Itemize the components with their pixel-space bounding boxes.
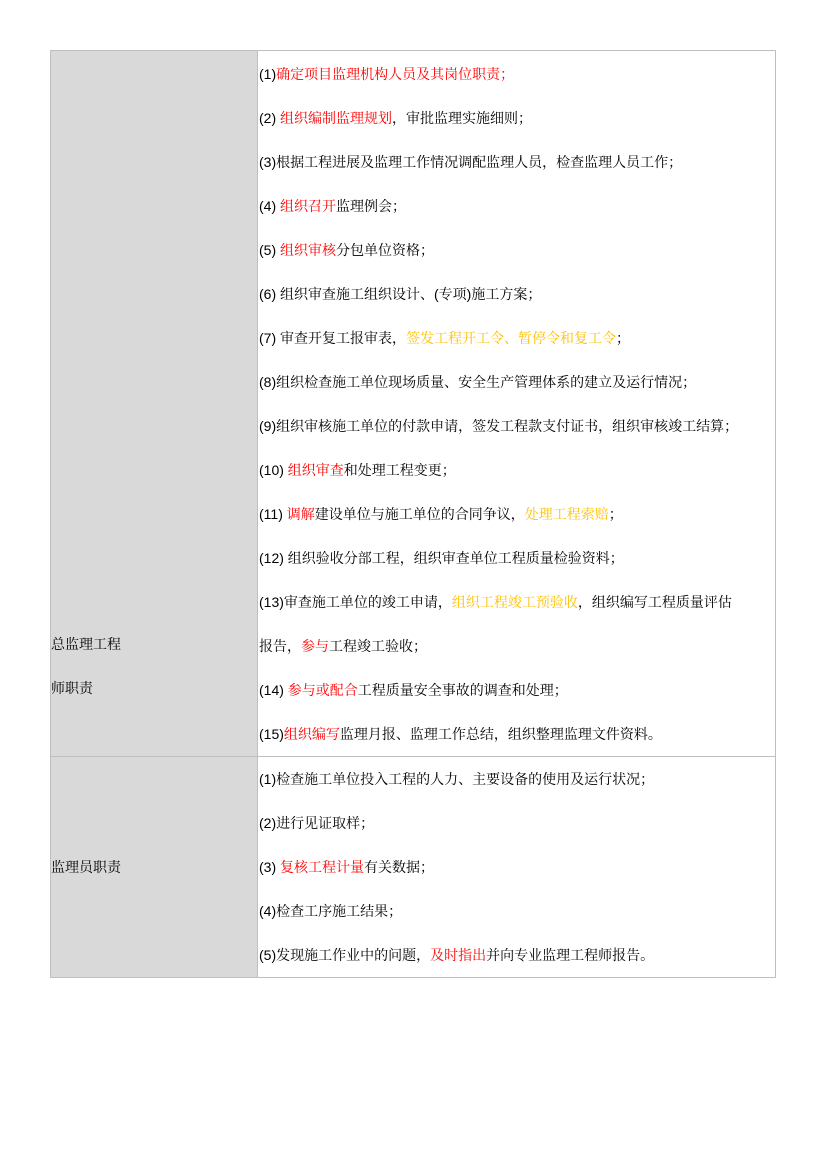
row-chief-engineer: [51, 51, 776, 757]
content-cell-supervisor: [258, 757, 776, 978]
duty-text: 有关数据；: [364, 859, 434, 875]
duty-text: ，审批监理实施细则；: [392, 110, 532, 126]
duty-text: (15): [259, 726, 284, 742]
duty-text: (14): [259, 682, 288, 698]
duty-item: [259, 712, 775, 756]
duty-text: (5): [259, 242, 280, 258]
duty-text: (11): [259, 506, 287, 522]
duty-highlight: 签发工程开工令、暂停令和复工令: [406, 330, 616, 346]
duty-text: (2): [259, 110, 280, 126]
duty-text: 工程质量安全事故的调查和处理；: [357, 682, 568, 698]
duty-highlight: 复核工程计量: [280, 859, 364, 875]
duty-highlight: 组织审核: [280, 242, 336, 258]
duty-item: [259, 889, 775, 933]
duty-text: (9)组织审核施工单位的付款申请，签发工程款支付证书，组织审核竣工结算；: [259, 418, 739, 434]
label-cell-supervisor: [51, 757, 258, 978]
duty-highlight: 确定项目监理机构人员及其岗位职责；: [276, 66, 515, 82]
duty-item: [259, 492, 775, 536]
duty-item: [259, 668, 775, 712]
duty-text: ；: [608, 506, 623, 522]
duty-item: [259, 228, 775, 272]
row-label-line: 总监理工程: [51, 635, 121, 652]
row-supervisor: [51, 757, 776, 978]
duty-item: [259, 757, 775, 801]
duty-highlight: 参与: [301, 638, 329, 654]
row-label-line: 师职责: [51, 679, 93, 696]
duty-text: 监理例会；: [336, 198, 406, 214]
duty-item: [259, 52, 775, 96]
duty-item: [259, 96, 775, 140]
duty-text: (12) 组织验收分部工程，组织审查单位工程质量检验资料；: [259, 550, 624, 566]
duty-highlight: 组织编写: [283, 726, 340, 742]
duty-item: [259, 933, 775, 977]
duty-item: [259, 316, 775, 360]
duties-table: [50, 50, 776, 978]
duty-highlight: 参与或配合: [287, 682, 358, 698]
duty-item: [259, 272, 775, 316]
row-label: [51, 56, 257, 752]
duty-highlight: 组织召开: [280, 198, 336, 214]
duty-text: (4): [259, 198, 280, 214]
duty-item: [259, 801, 775, 845]
duty-text: ，组织编写工程质量评估: [577, 594, 732, 610]
duty-text: (10): [259, 462, 288, 478]
duty-text: (3)根据工程进展及监理工作情况调配监理人员，检查监理人员工作；: [259, 154, 683, 170]
duty-text: 工程竣工验收；: [329, 638, 427, 654]
duty-text: (6) 组织审查施工组织设计、(专项)施工方案；: [259, 286, 542, 302]
duty-item: [259, 184, 775, 228]
row-label-line: 监理员职责: [51, 859, 121, 875]
duty-item: [259, 404, 775, 448]
duty-highlight: 组织工程竣工预验收: [451, 594, 578, 610]
duty-item: [259, 580, 775, 668]
duty-highlight: 及时指出: [430, 947, 487, 963]
duty-highlight: 处理工程索赔: [524, 506, 609, 522]
duty-text: (3): [259, 859, 280, 875]
duty-highlight: 调解: [286, 506, 315, 522]
duty-item: [259, 536, 775, 580]
duty-item: [259, 845, 775, 889]
duty-text: (8)组织检查施工单位现场质量、安全生产管理体系的建立及运行情况；: [259, 374, 697, 390]
duty-highlight: 组织编制监理规划: [280, 110, 392, 126]
duty-text: (13)审查施工单位的竣工申请，: [259, 594, 452, 610]
duty-highlight: 组织审查: [287, 462, 344, 478]
duty-text: 和处理工程变更；: [343, 462, 456, 478]
duty-text: ；: [616, 330, 630, 346]
duty-text: 并向专业监理工程师报告。: [486, 947, 655, 963]
duty-text: (4)检查工序施工结果；: [259, 903, 403, 919]
row-label: [51, 759, 257, 976]
duty-text: 报告，: [259, 638, 301, 654]
duty-item: [259, 140, 775, 184]
label-cell-chief-engineer: [51, 51, 258, 757]
duty-item: [259, 448, 775, 492]
duty-text: (7) 审查开复工报审表，: [259, 330, 406, 346]
duty-text: (5)发现施工作业中的问题，: [259, 947, 431, 963]
duty-text: 建设单位与施工单位的合同争议，: [314, 506, 525, 522]
duty-item: [259, 360, 775, 404]
duty-text: (2)进行见证取样；: [259, 815, 375, 831]
content-cell-chief-engineer: [258, 51, 776, 757]
duty-text: (1): [259, 66, 277, 82]
duty-text: (1)检查施工单位投入工程的人力、主要设备的使用及运行状况；: [259, 771, 655, 787]
duty-text: 分包单位资格；: [336, 242, 434, 258]
duty-text: 监理月报、监理工作总结，组织整理监理文件资料。: [339, 726, 662, 742]
